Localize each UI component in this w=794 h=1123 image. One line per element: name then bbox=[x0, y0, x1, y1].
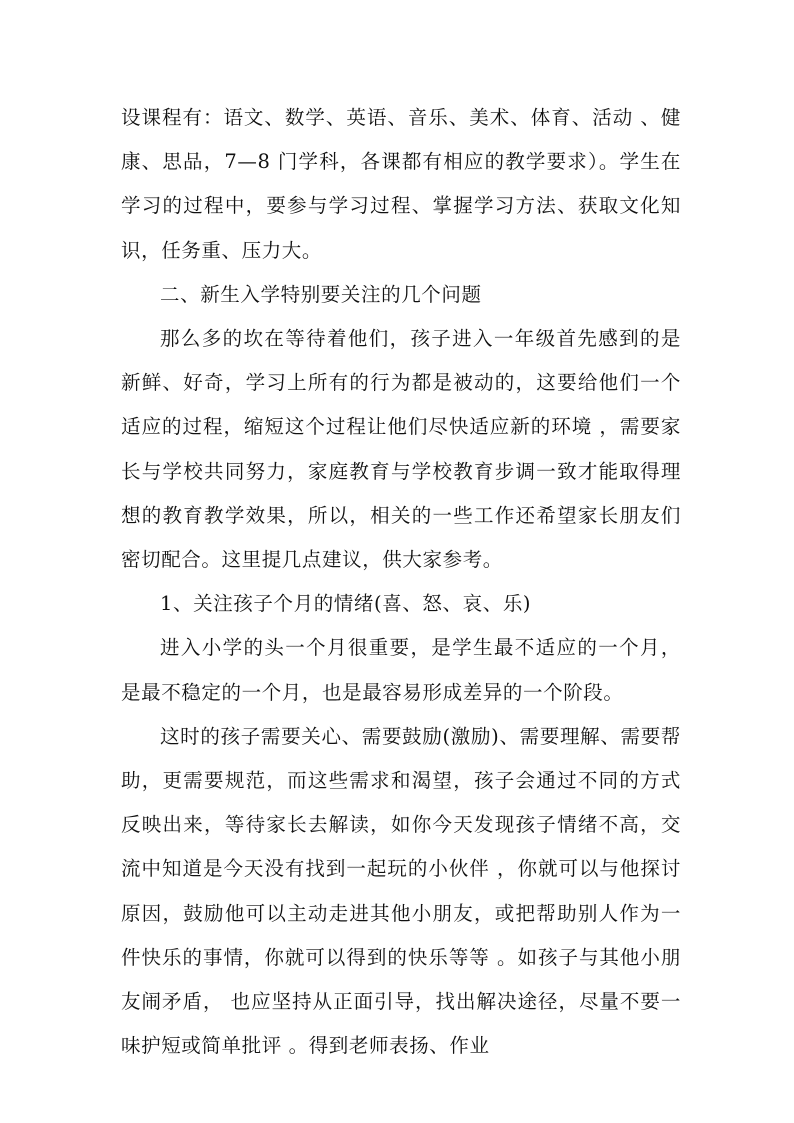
subheading-emotions: 1、关注孩子个月的情绪(喜、怒、哀、乐) bbox=[160, 592, 532, 616]
section-heading-new-student-issues: 二、新生入学特别要关注的几个问题 bbox=[160, 282, 482, 306]
paragraph-adaptation: 那么多的坎在等待着他们，孩子进入一年级首先感到的是新鲜、好奇，学习上所有的行为都是被动的，这要给他们一个适应的过程，缩短这个过程让他们尽快适应新的环境 ，需要家长与学校共同努力，家庭教育与学校教育步调一致才能取得理想的教育教学效果，所以，相关的一些工作还希望家长朋友们密切配合。这里提几点建议，供大家参考。 bbox=[121, 327, 681, 572]
paragraph-child-needs: 这时的孩子需要关心、需要鼓励(激励)、需要理解、需要帮助，更需要规范，而这些需求和渴望，孩子会通过不同的方式反映出来，等待家长去解读，如你今天发现孩子情绪不高，交流中知道是今天没有找到一起玩的小伙伴 ，你就可以与他探讨原因，鼓励他可以主动走进其他小朋友，或把帮助别人作为一件快乐的事情，你就可以得到的快乐等等 。如孩子与其他小朋友闹矛盾， 也应坚持从正面引导，找出解决途径，尽量不要一味护短或简单批评 。得到老师表扬、作业 bbox=[121, 724, 681, 1058]
document-page bbox=[121, 96, 681, 1068]
paragraph-first-month: 进入小学的头一个月很重要，是学生最不适应的一个月，是最不稳定的一个月，也是最容易形成差异的一个阶段。 bbox=[121, 636, 681, 704]
paragraph-course-list: 设课程有：语文、数学、英语、音乐、美术、体育、活动 、健康、思品，7—8 门学科，各课都有相应的教学要求）。学生在学习的过程中，要参与学习过程、掌握学习方法、获取文化知识，任务重、压力大。 bbox=[121, 106, 681, 262]
